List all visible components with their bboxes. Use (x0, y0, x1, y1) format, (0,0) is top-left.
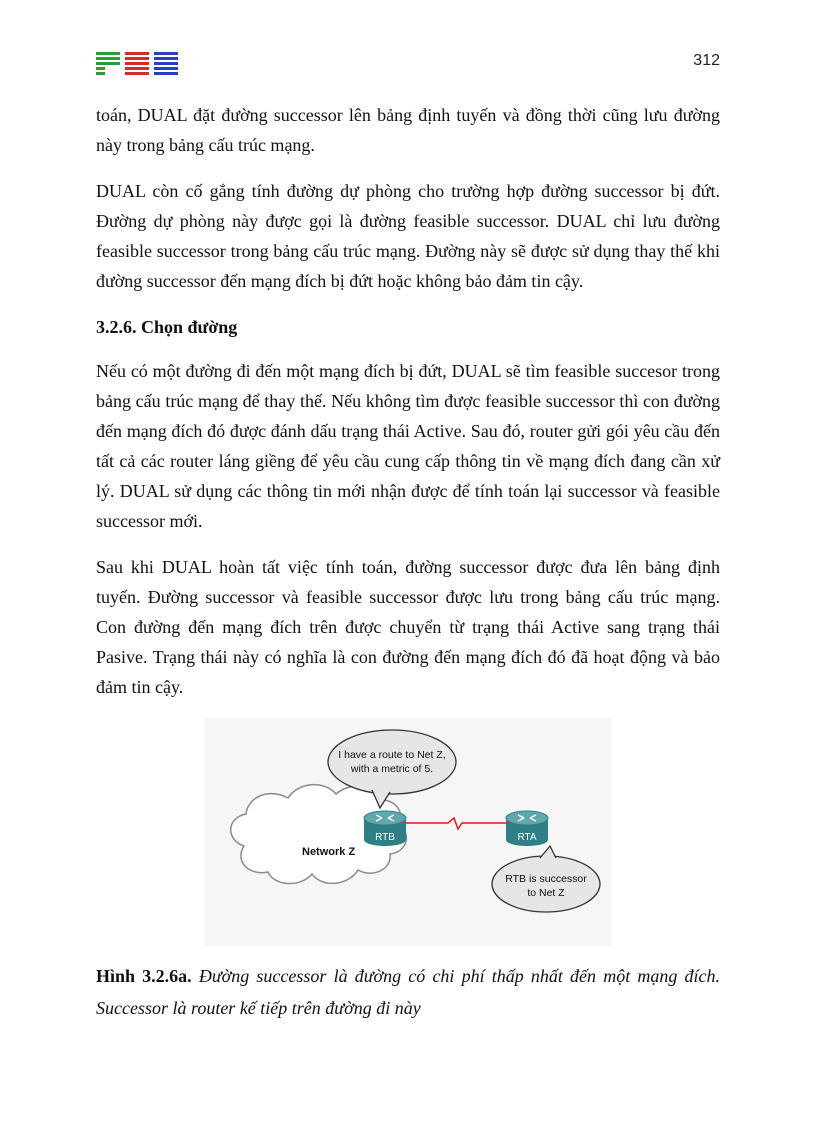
paragraph-1: toán, DUAL đặt đường successor lên bảng định tuyến và đồng thời cũng lưu đường này trong bảng cấu trúc mạng. (96, 105, 720, 155)
paragraph-2: DUAL còn cố gắng tính đường dự phòng cho trường hợp đường successor bị đứt. Đường dự phòng này được gọi là đường feasible successor. DUAL chỉ lưu đường feasible successor trong bảng cấu trúc mạng. Đường này sẽ được sử dụng thay thế khi đường successor đến mạng đích bị đứt hoặc không bảo đảm tin cậy. (96, 181, 720, 291)
logo-letter-p (96, 52, 120, 75)
paragraph-4: Sau khi DUAL hoàn tất việc tính toán, đường successor được đưa lên bảng định tuyến. Đường successor và feasible successor được lưu trong bảng cấu trúc mạng. Con đường đến mạng đích trên được chuyển từ trạng thái Active sang trạng thái Pasive. Trạng thái này có nghĩa là con đường đến mạng đích đó đã hoạt động và bảo đảm tin cậy. (96, 557, 720, 697)
figure-caption-text: Đường successor là đường có chi phí thấp nhất đến một mạng đích. Successor là router kế tiếp trên đường đi này (96, 966, 721, 1018)
figure-caption-label: Hình 3.2.6a. (96, 966, 192, 986)
serial-link (400, 818, 506, 829)
figure-caption (96, 960, 720, 1024)
page-number: 312 (693, 52, 720, 69)
page-content (96, 100, 720, 1024)
router-rtb-label: RTB (375, 832, 395, 843)
logo-letter-n (125, 52, 149, 75)
speech-bubble-rta (492, 846, 600, 912)
router-rta (506, 811, 548, 846)
speech-bubble-rta-line-2: to Net Z (527, 887, 565, 899)
paragraph-3: Nếu có một đường đi đến một mạng đích bị đứt, DUAL sẽ tìm feasible succesor trong bảng cấu trúc mạng để thay thế. Nếu không tìm được feasible successor thì con đường đến mạng đích đó được đánh dấu trạng thái Active. Sau đó, router gửi gói yêu cầu đến tất cả các router láng giềng để yêu cầu cung cấp thông tin về mạng đích đang cần xử lý. DUAL sử dụng các thông tin mới nhận được để tính toán lại successor và feasible successor mới. (96, 361, 720, 531)
network-cloud-label: Network Z (302, 846, 356, 858)
figure-diagram (204, 718, 612, 946)
logo-letter-h (154, 52, 178, 75)
router-rtb (364, 811, 406, 846)
router-rta-label: RTA (517, 832, 537, 843)
speech-bubble-rta-line-1: RTB is successor (505, 873, 587, 885)
speech-bubble-rtb-line-2: with a metric of 5. (350, 763, 434, 775)
section-heading: 3.2.6. Chọn đường (96, 317, 238, 337)
speech-bubble-rtb-line-1: I have a route to Net Z, (338, 749, 446, 761)
pnh-logo (96, 50, 178, 78)
